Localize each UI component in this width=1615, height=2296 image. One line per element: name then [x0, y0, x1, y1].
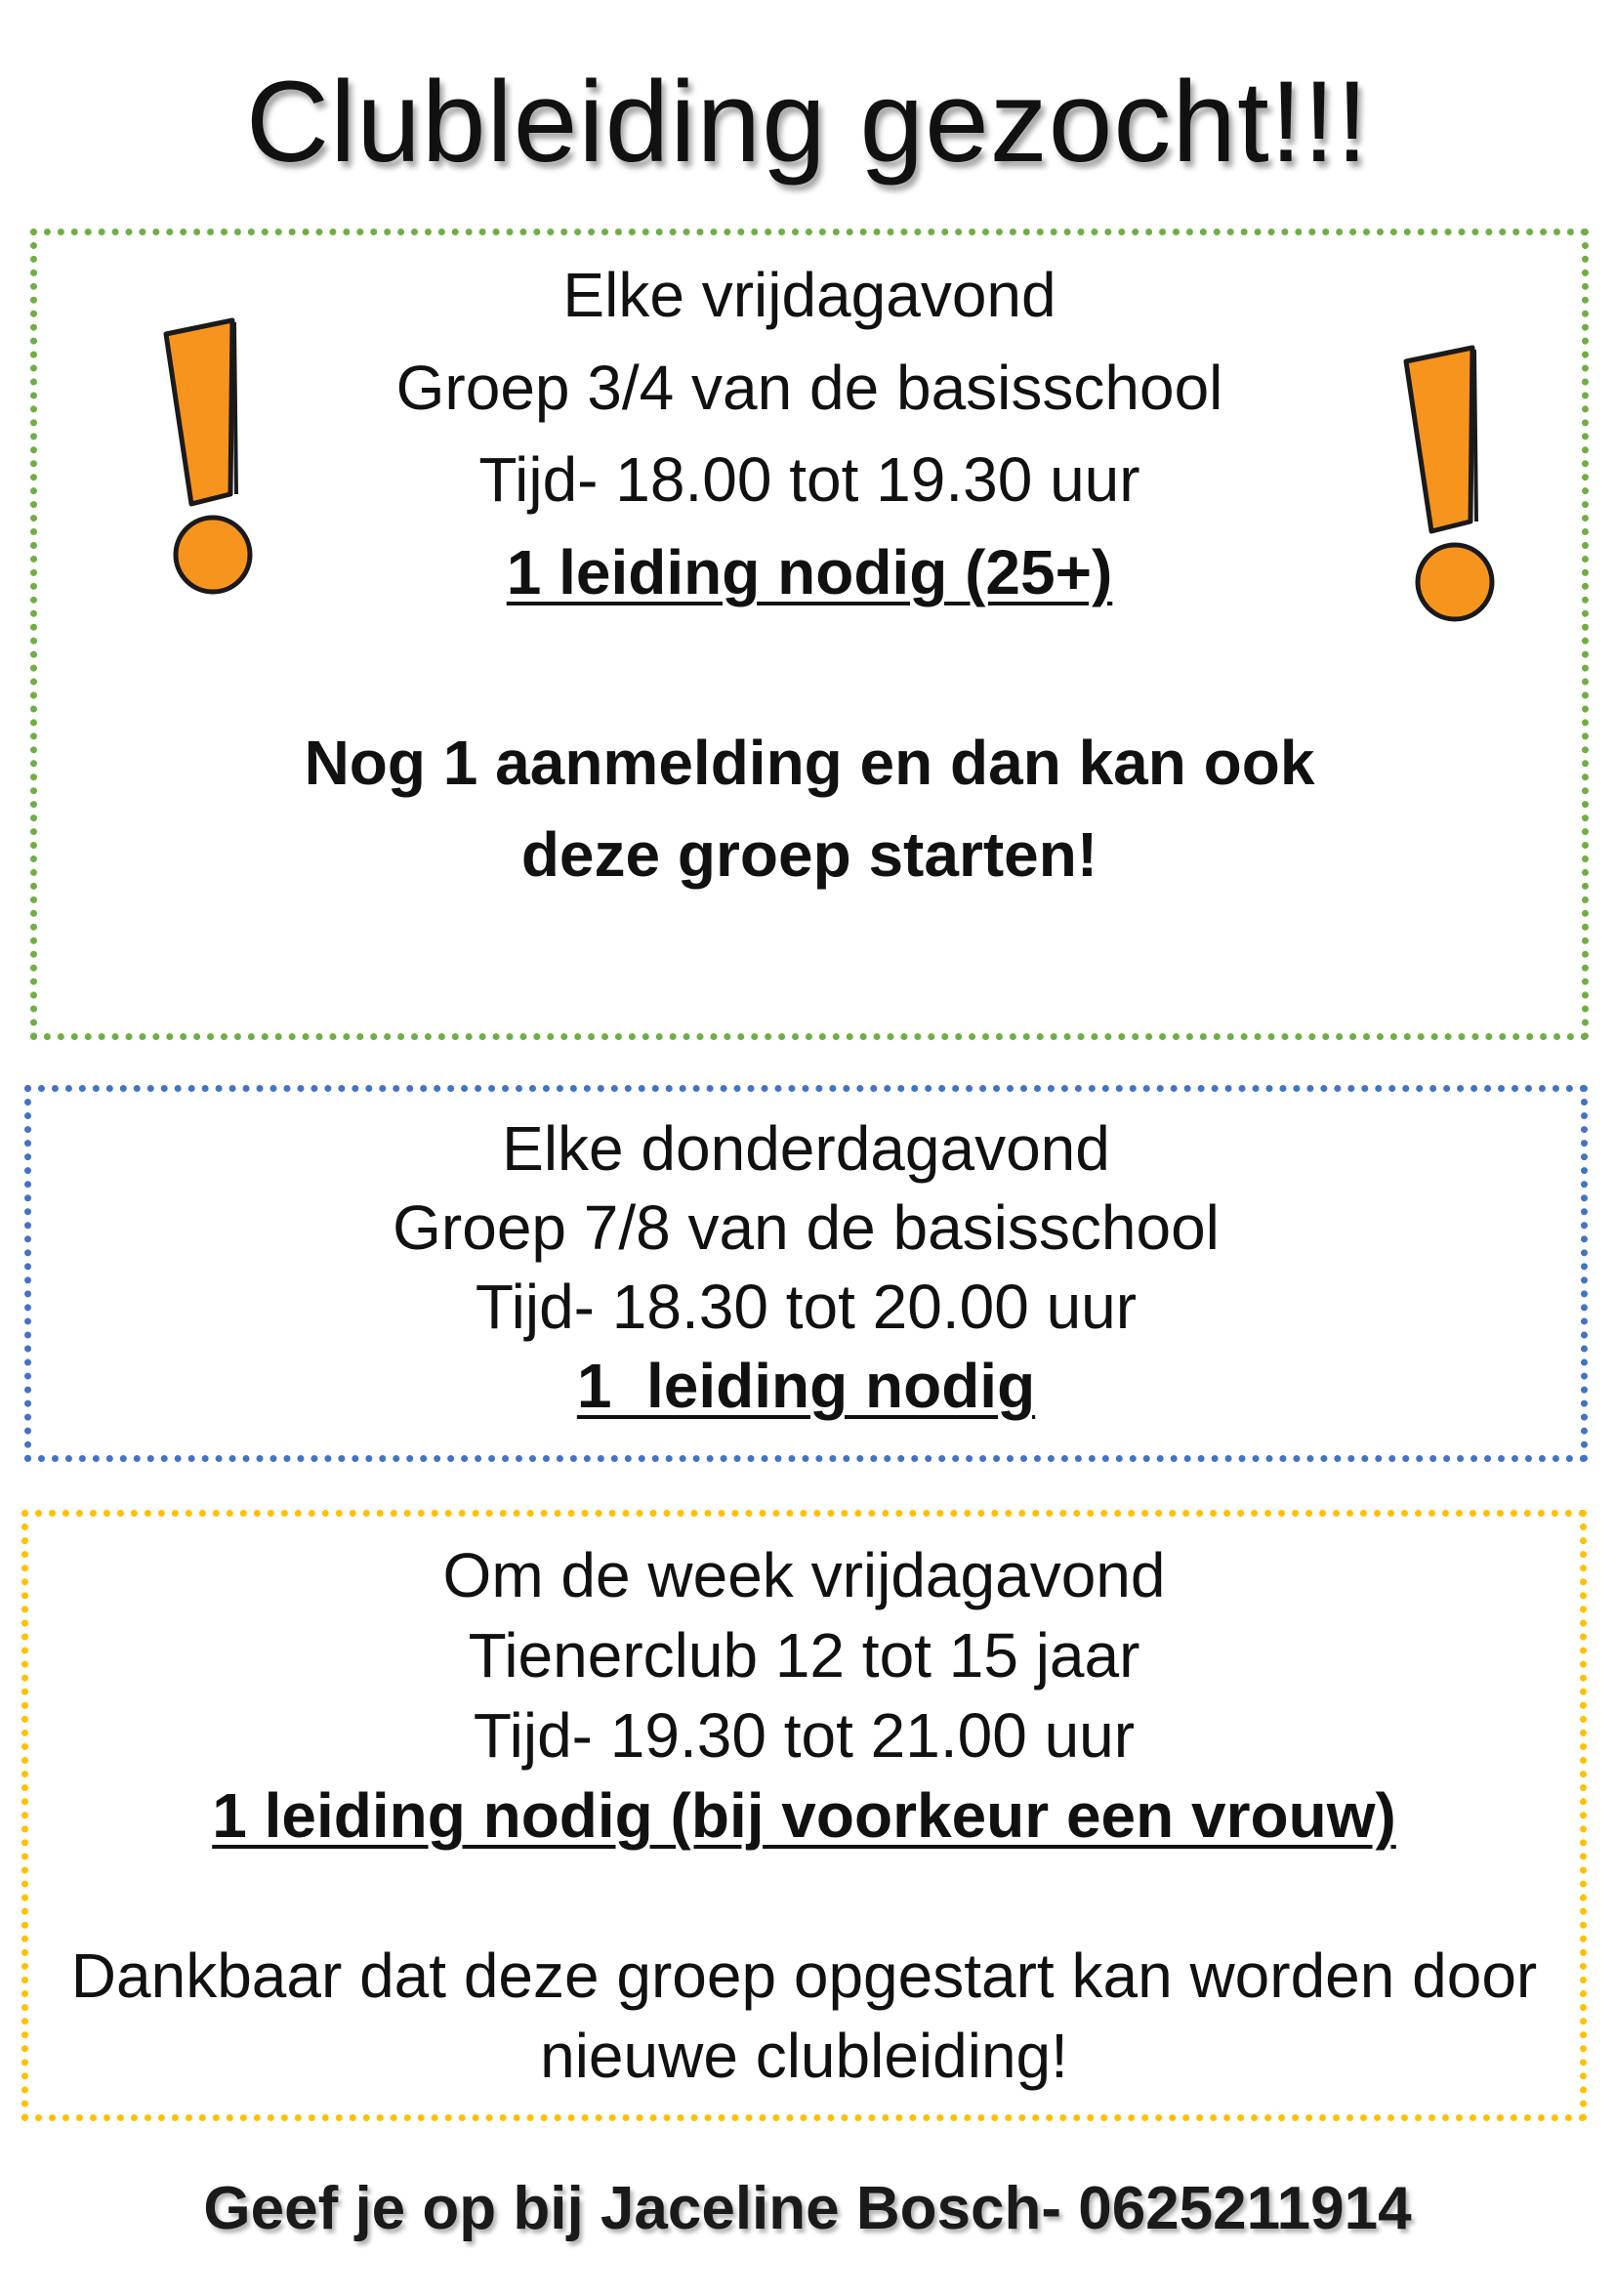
section1-group: Groep 3/4 van de basisschool	[395, 353, 1223, 423]
section1-note-line2: deze groep starten!	[520, 819, 1098, 890]
contact-footer: Geef je op bij Jaceline Bosch- 0625211914	[203, 2175, 1412, 2242]
section3-note-line1: Dankbaar dat deze groep opgestart kan worden door	[70, 1941, 1538, 2011]
section3-group: Tienerclub 12 tot 15 jaar	[468, 1620, 1140, 1691]
section1-note-line1: Nog 1 aanmelding en dan kan ook	[304, 728, 1315, 798]
exclamation-icon	[162, 313, 256, 605]
section1-day: Elke vrijdagavond	[562, 260, 1056, 330]
section-friday-group-3-4	[30, 229, 1589, 1040]
section1-needed: 1 leiding nodig (25+)	[506, 537, 1113, 607]
section3-note-line2: nieuwe clubleiding!	[540, 2021, 1068, 2091]
section2-time: Tijd- 18.30 tot 20.00 uur	[475, 1272, 1138, 1342]
exclamation-icon	[1402, 340, 1496, 633]
section-biweekly-teen-club	[21, 1510, 1587, 2121]
section2-needed: 1 leiding nodig	[576, 1351, 1036, 1421]
section2-day: Elke donderdagavond	[502, 1113, 1110, 1184]
section3-needed: 1 leiding nodig (bij voorkeur een vrouw)	[212, 1780, 1396, 1851]
section3-day: Om de week vrijdagavond	[442, 1540, 1166, 1610]
section3-time: Tijd- 19.30 tot 21.00 uur	[473, 1700, 1136, 1771]
section1-time: Tijd- 18.00 tot 19.30 uur	[478, 444, 1140, 515]
section2-group: Groep 7/8 van de basisschool	[393, 1192, 1220, 1263]
page-title: Clubleiding gezocht!!!	[245, 58, 1370, 187]
section-thursday-group-7-8	[24, 1085, 1588, 1462]
